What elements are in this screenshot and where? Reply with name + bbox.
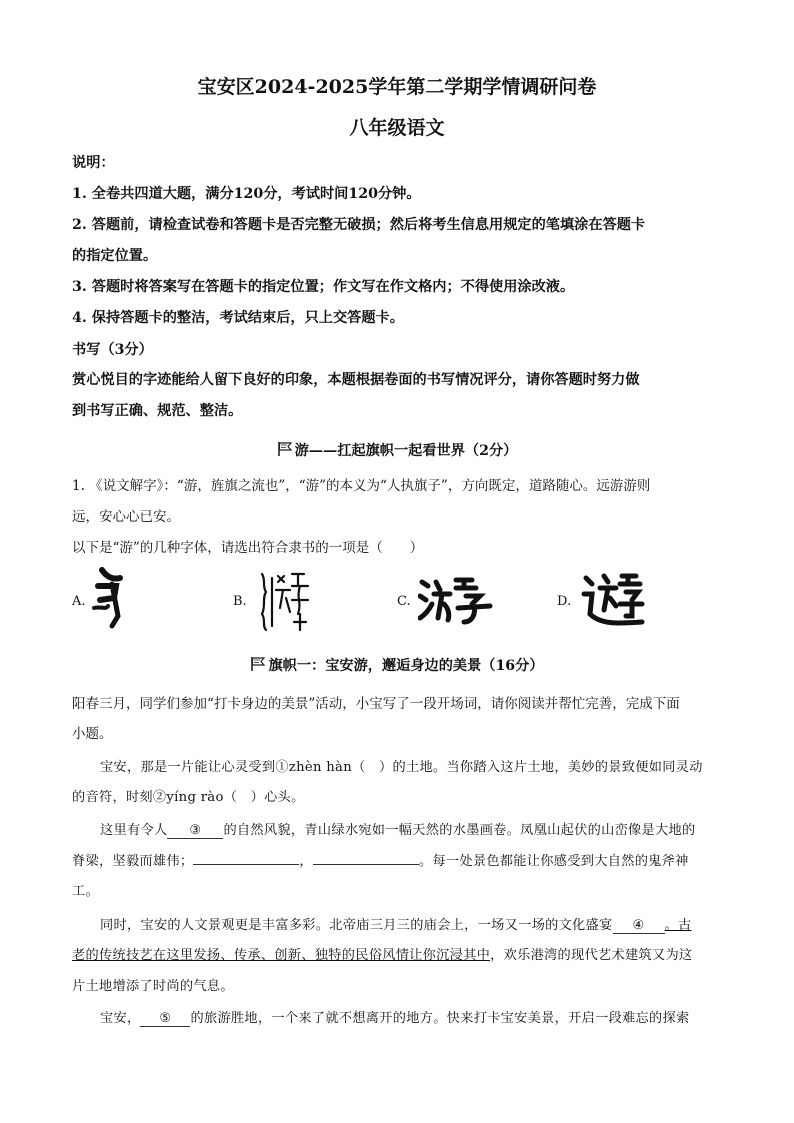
question-1-text: 远，安心心已安。	[72, 509, 180, 525]
option-d-glyph-image	[580, 570, 646, 632]
blank-4[interactable]: ④	[613, 918, 665, 934]
passage-line: 工。	[72, 884, 99, 899]
option-c-glyph-image	[418, 574, 494, 628]
underlined-text: 。古	[664, 918, 692, 933]
passage-text: 的自然风貌，青山绿水宛如一幅天然的水墨画卷。凤凰山起伏的山峦像是大地的	[223, 823, 696, 838]
passage-text: 的旅游胜地，一个来了就不想离开的地方。快来打卡宝安美景，开启一段难忘的探索	[190, 1011, 690, 1026]
page-title: 宝安区2024-2025学年第二学期学情调研问卷	[197, 76, 597, 98]
blank-3[interactable]: ③	[167, 823, 223, 839]
section-title-2	[0, 655, 794, 675]
passage-line: 宝安，那是一片能让心灵受到①zhèn hàn（ ）的土地。当你踏入这片土地，美妙的景致便如同灵动	[100, 760, 703, 775]
passage-line: 片土地增添了时尚的气息。	[72, 979, 234, 994]
passage-line	[72, 1007, 722, 1027]
passage-text: 这里有令人	[100, 823, 168, 838]
passage-line	[72, 819, 722, 839]
section-title-1	[0, 440, 794, 460]
passage-line	[72, 914, 722, 934]
option-b-glyph-image	[256, 568, 314, 634]
section-title-text: 游——扛起旗帜一起看世界（2分）	[294, 443, 518, 459]
blank-line-a[interactable]	[193, 864, 299, 865]
writing-text: 赏心悦目的字迹能给人留下良好的印象，本题根据卷面的书写情况评分，请你答题时努力做	[72, 372, 640, 388]
section-2-intro: 阳春三月，同学们参加“打卡身边的美景”活动，小宝写了一段开场词，请你阅读并帮忙完善，完成下面	[72, 696, 680, 712]
instruction-item: 4. 保持答题卡的整洁，考试结束后，只上交答题卡。	[72, 310, 404, 326]
section-2-intro: 小题。	[72, 726, 113, 742]
option-a-label[interactable]: A.	[72, 594, 86, 609]
passage-line: 的音符，时刻②yíng rào（ ）心头。	[72, 790, 305, 805]
passage-text: ，	[299, 854, 313, 869]
option-b-label[interactable]: B.	[233, 594, 247, 609]
instruction-item: 的指定位置。	[72, 248, 158, 264]
instruction-item: 1. 全卷共四道大题，满分120分，考试时间120分钟。	[72, 186, 421, 202]
option-d-label[interactable]: D.	[557, 594, 572, 609]
passage-text: 。每一处景色都能让你感受到大自然的鬼斧神	[418, 854, 689, 869]
passage-line	[72, 850, 722, 869]
writing-heading: 书写（3分）	[72, 342, 153, 358]
blank-5[interactable]: ⑤	[140, 1011, 190, 1027]
section-title-text: 旗帜一：宝安游，邂逅身边的美景（16分）	[268, 658, 544, 674]
flag-icon	[250, 656, 266, 672]
flag-icon	[277, 441, 293, 457]
underlined-sentence: 老的传统技艺在这里发扬、传承、创新、独特的民俗风情让你沉浸其中	[72, 948, 491, 963]
question-1-prompt: 以下是“游”的几种字体，请选出符合隶书的一项是（ ）	[72, 540, 424, 556]
blank-line-b[interactable]	[313, 864, 419, 865]
passage-text: ，欢乐港湾的现代艺术建筑又为这	[490, 948, 693, 963]
passage-text: 脊梁，坚毅而雄伟；	[72, 854, 194, 869]
instruction-item: 3. 答题时将答案写在答题卡的指定位置；作文写在作文格内；不得使用涂改液。	[72, 279, 575, 295]
passage-line	[72, 944, 722, 963]
page-subtitle: 八年级语文	[349, 117, 445, 139]
instruction-item: 2. 答题前，请检查试卷和答题卡是否完整无破损；然后将考生信息用规定的笔填涂在答题卡	[72, 217, 646, 233]
passage-text: 同时，宝安的人文景观更是丰富多彩。北帝庙三月三的庙会上，一场又一场的文化盛宴	[100, 918, 613, 933]
writing-text: 到书写正确、规范、整洁。	[72, 403, 243, 419]
passage-text: 宝安，	[100, 1011, 141, 1026]
instructions-heading: 说明：	[72, 155, 115, 171]
option-a-glyph-image	[90, 566, 130, 636]
question-1-text: 1. 《说文解字》：“游，旌旗之流也”，“游”的本义为“人执旗子”，方向既定，道路随心。远游游则	[72, 478, 651, 494]
option-c-label[interactable]: C.	[397, 594, 411, 609]
